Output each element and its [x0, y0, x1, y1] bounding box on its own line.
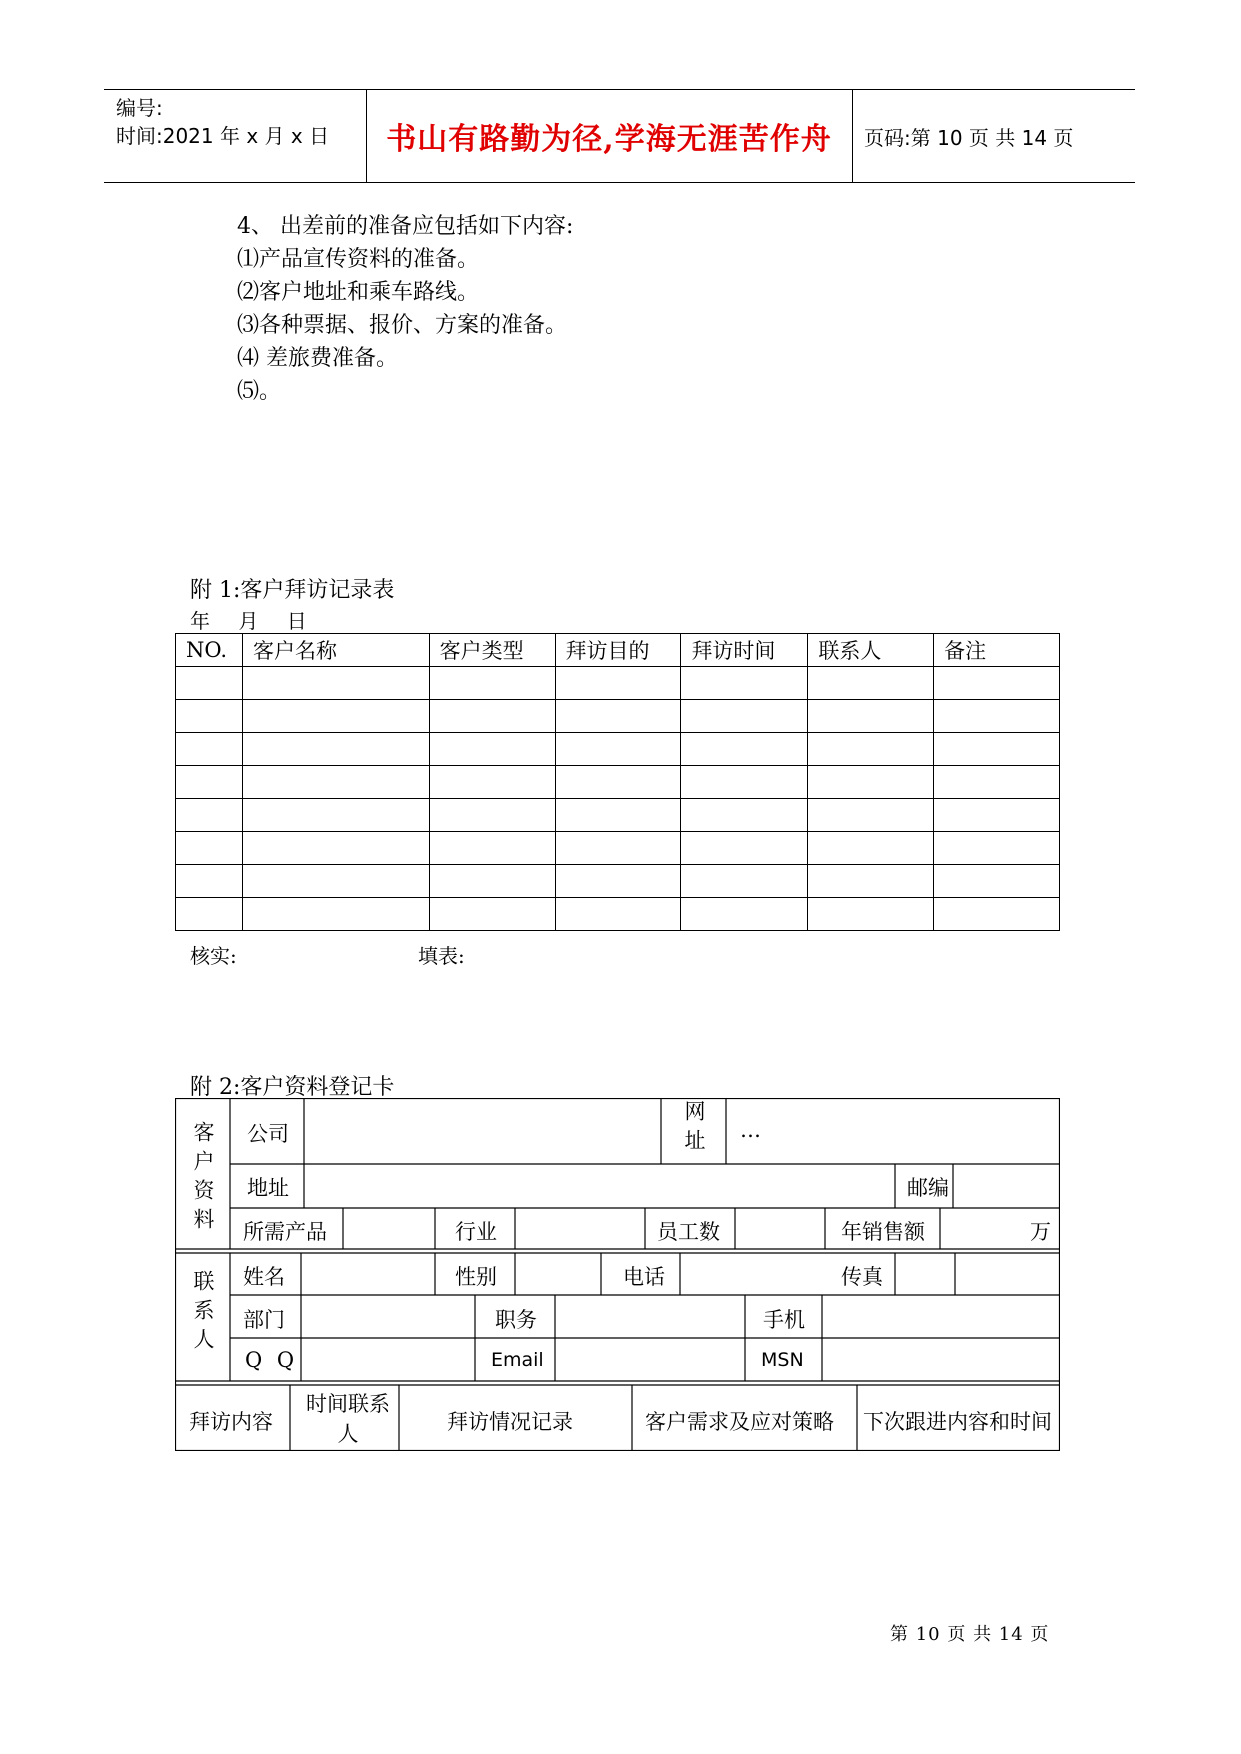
list-item: ⑶各种票据、报价、方案的准备。	[237, 313, 568, 338]
table-cell[interactable]	[681, 799, 808, 832]
list-item: ⑴产品宣传资料的准备。	[237, 247, 480, 272]
annual-sales-unit: 万	[1030, 1220, 1051, 1244]
table-cell[interactable]	[681, 832, 808, 865]
fax-label: 传真	[841, 1265, 883, 1289]
table-row	[176, 898, 1060, 931]
table-cell[interactable]	[176, 766, 243, 799]
table-row	[176, 799, 1060, 832]
table-cell[interactable]	[934, 667, 1060, 700]
table-cell[interactable]	[176, 799, 243, 832]
table-cell[interactable]	[176, 733, 243, 766]
table-cell[interactable]	[808, 832, 934, 865]
column-header: 联系人	[808, 634, 934, 667]
table-cell[interactable]	[681, 700, 808, 733]
postcode-label: 邮编	[907, 1176, 949, 1200]
table-cell[interactable]	[555, 766, 681, 799]
table-cell[interactable]	[242, 898, 429, 931]
table-cell[interactable]	[429, 865, 555, 898]
page-footer: 第 10 页 共 14 页	[890, 1624, 1050, 1645]
table-cell[interactable]	[934, 733, 1060, 766]
column-header: 客户名称	[242, 634, 429, 667]
table-cell[interactable]	[176, 832, 243, 865]
doc-time-label: 时间:2021 年 x 月 x 日	[116, 124, 330, 148]
qq-label: Q Q	[245, 1348, 299, 1372]
table-cell[interactable]	[429, 700, 555, 733]
position-label: 职务	[495, 1308, 537, 1332]
table-cell[interactable]	[808, 733, 934, 766]
table-cell[interactable]	[934, 700, 1060, 733]
company-label: 公司	[247, 1122, 289, 1146]
table-cell[interactable]	[429, 799, 555, 832]
table-cell[interactable]	[429, 766, 555, 799]
table-cell[interactable]	[681, 865, 808, 898]
table-cell[interactable]	[176, 898, 243, 931]
table-cell[interactable]	[242, 766, 429, 799]
table-cell[interactable]	[429, 832, 555, 865]
fill-label: 填表:	[418, 944, 465, 968]
table-cell[interactable]	[808, 898, 934, 931]
table-row	[176, 865, 1060, 898]
website-label: 网址	[682, 1100, 706, 1158]
header-page-number: 页码:第 10 页 共 14 页	[864, 125, 1074, 150]
table-cell[interactable]	[555, 667, 681, 700]
table-cell[interactable]	[555, 733, 681, 766]
column-header: 拜访目的	[555, 634, 681, 667]
contact-label: 联系人	[191, 1270, 215, 1357]
employees-label: 员工数	[657, 1220, 720, 1244]
table-cell[interactable]	[242, 865, 429, 898]
mobile-label: 手机	[763, 1308, 805, 1332]
table-cell[interactable]	[242, 733, 429, 766]
table-cell[interactable]	[176, 700, 243, 733]
needs-label: 客户需求及应对策略	[645, 1410, 834, 1434]
appendix-2-title: 附 2:客户资料登记卡	[190, 1075, 395, 1100]
product-label: 所需产品	[243, 1220, 327, 1244]
verify-label: 核实:	[190, 944, 237, 968]
visit-record-label: 拜访情况记录	[447, 1410, 573, 1434]
time-contact-label: 时间联系人	[306, 1392, 390, 1446]
document-header	[104, 89, 1135, 183]
table-cell[interactable]	[681, 898, 808, 931]
phone-label: 电话	[623, 1265, 665, 1289]
table-cell[interactable]	[934, 865, 1060, 898]
customer-info-card	[175, 1098, 1060, 1451]
doc-number-label: 编号:	[116, 96, 163, 120]
table-row	[176, 832, 1060, 865]
section-4-title: 4、 出差前的准备应包括如下内容:	[237, 214, 574, 239]
appendix-1-title: 附 1:客户拜访记录表	[190, 578, 395, 603]
table-cell[interactable]	[808, 766, 934, 799]
table-row	[176, 667, 1060, 700]
header-divider	[852, 90, 853, 182]
table-row	[176, 733, 1060, 766]
table-row	[176, 766, 1060, 799]
table-cell[interactable]	[808, 700, 934, 733]
table-cell[interactable]	[555, 898, 681, 931]
visit-content-label: 拜访内容	[189, 1410, 273, 1434]
address-label: 地址	[247, 1176, 289, 1200]
table-cell[interactable]	[934, 832, 1060, 865]
table-header-row	[176, 634, 1060, 667]
table-cell[interactable]	[808, 667, 934, 700]
column-header: NO.	[176, 634, 243, 667]
table-cell[interactable]	[242, 832, 429, 865]
annual-sales-label: 年销售额	[841, 1220, 925, 1244]
name-label: 姓名	[243, 1265, 285, 1289]
table-cell[interactable]	[681, 667, 808, 700]
section-4	[237, 210, 573, 408]
column-header: 客户类型	[429, 634, 555, 667]
column-header: 备注	[934, 634, 1060, 667]
table-cell[interactable]	[429, 898, 555, 931]
table-cell[interactable]	[429, 667, 555, 700]
table-cell[interactable]	[176, 865, 243, 898]
followup-label: 下次跟进内容和时间	[863, 1410, 1052, 1434]
list-item: ⑷ 差旅费准备。	[237, 346, 398, 371]
msn-label: MSN	[761, 1349, 804, 1371]
table-cell[interactable]	[555, 799, 681, 832]
dept-label: 部门	[243, 1308, 285, 1332]
website-value: …	[740, 1118, 761, 1142]
table-cell[interactable]	[555, 700, 681, 733]
table-cell[interactable]	[242, 799, 429, 832]
industry-label: 行业	[455, 1220, 497, 1244]
list-item: ⑸。	[237, 379, 282, 404]
column-header: 拜访时间	[681, 634, 808, 667]
table-cell[interactable]	[242, 700, 429, 733]
table-cell[interactable]	[555, 865, 681, 898]
table-cell[interactable]	[934, 799, 1060, 832]
table-cell[interactable]	[808, 865, 934, 898]
date-line: 年 月 日	[190, 609, 307, 633]
table-cell[interactable]	[808, 799, 934, 832]
header-motto: 书山有路勤为径,学海无涯苦作舟	[386, 122, 832, 157]
table-cell[interactable]	[555, 832, 681, 865]
table-cell[interactable]	[934, 766, 1060, 799]
table-cell[interactable]	[934, 898, 1060, 931]
table-cell[interactable]	[242, 667, 429, 700]
table-cell[interactable]	[681, 733, 808, 766]
visit-record-table	[175, 633, 1060, 931]
customer-info-label: 客户资料	[191, 1120, 215, 1237]
gender-label: 性别	[455, 1265, 497, 1289]
header-meta	[116, 94, 329, 150]
table-cell[interactable]	[681, 766, 808, 799]
table-cell[interactable]	[429, 733, 555, 766]
table-row	[176, 700, 1060, 733]
table-cell[interactable]	[176, 667, 243, 700]
list-item: ⑵客户地址和乘车路线。	[237, 280, 480, 305]
email-label: Email	[491, 1349, 544, 1371]
